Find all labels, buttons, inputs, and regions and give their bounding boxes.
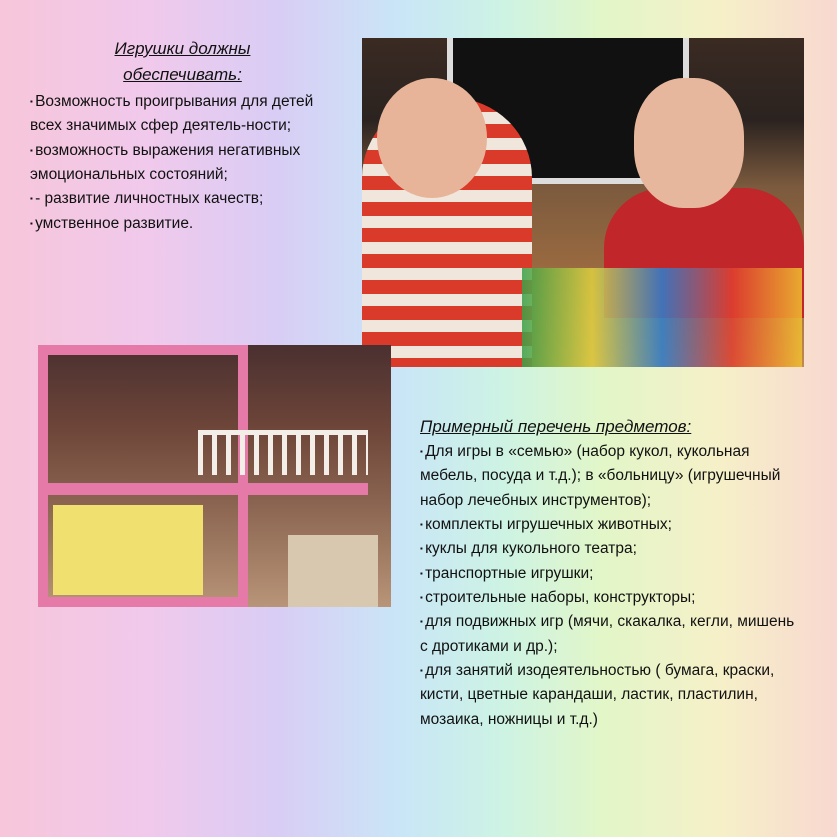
left-heading-line2: обеспечивать:: [123, 65, 242, 84]
toy-blocks: [522, 268, 802, 367]
doll-furniture: [53, 505, 203, 595]
list-item: ▪ строительные наборы, конструкторы;: [420, 586, 795, 610]
list-item: ▪ Возможность проигрывания для детей всех значимых сфер деятель-ности;: [30, 90, 330, 139]
dollhouse-floor: [38, 483, 368, 495]
list-item: ▪ Для игры в «семью» (набор кукол, кукольная мебель, посуда и т.д.); в «больницу» (игрушечный набор лечебных инструментов);: [420, 440, 795, 513]
photo-children-playing-with-toys: [362, 38, 804, 367]
boy-head: [377, 78, 487, 198]
girl-head: [634, 78, 744, 208]
list-item: ▪ комплекты игрушечных животных;: [420, 513, 795, 537]
list-item: ▪ умственное развитие.: [30, 212, 330, 236]
list-item: ▪ куклы для кукольного театра;: [420, 537, 795, 561]
alphabet-block: [288, 535, 378, 607]
dollhouse-railing: [198, 430, 368, 475]
list-item: ▪ для занятий изодеятельностью ( бумага, краски, кисти, цветные карандаши, ластик, пластилин, мозаика, ножницы и т.д.): [420, 659, 795, 732]
list-item: ▪ - развитие личностных качеств;: [30, 187, 330, 211]
photo-dollhouse: [38, 345, 391, 607]
list-item: ▪ возможность выражения негативных эмоциональных состояний;: [30, 139, 330, 188]
left-heading-line1: Игрушки должны: [114, 39, 251, 58]
right-heading: Примерный перечень предметов:: [420, 417, 692, 436]
left-list: [30, 90, 330, 236]
left-heading: [60, 36, 305, 88]
list-item: ▪ для подвижных игр (мячи, скакалка, кегли, мишень с дротиками и др.);: [420, 610, 795, 659]
right-list: [420, 440, 795, 732]
list-item: ▪ транспортные игрушки;: [420, 562, 795, 586]
